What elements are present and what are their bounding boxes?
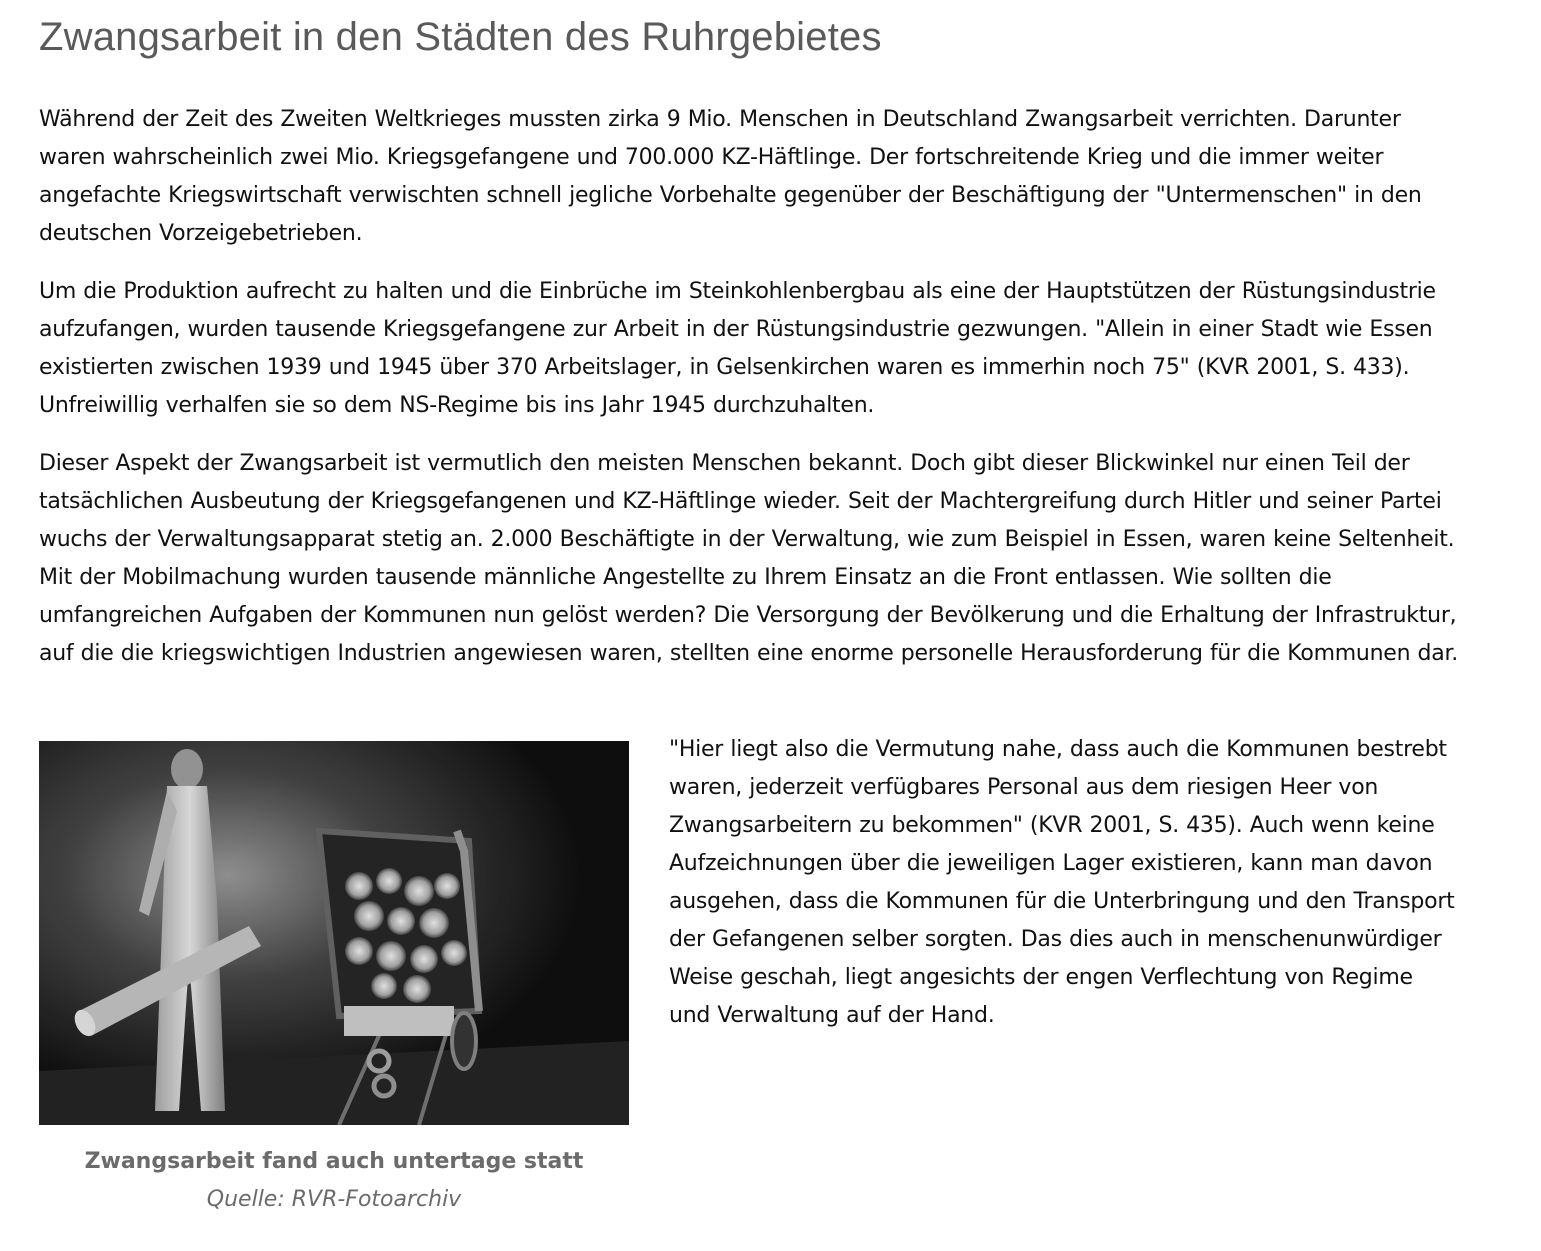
mine-worker-photo bbox=[39, 741, 629, 1125]
paragraph-4: "Hier liegt also die Vermutung nahe, dass auch die Kommunen bestrebt waren, jederzeit verfügbares Personal aus dem riesigen Heer von Zwangsarbeitern zu bekommen" (KVR 2001, S. 435). Auch wenn keine Aufzeichnungen über die jeweiligen Lager existieren, kann man davon ausgehen, dass die Kommunen für die Unterbringung und den Transport der Gefangenen selber sorgten. Das dies auch in menschenunwürdiger Weise geschah, liegt angesichts der engen Verflechtung von Regime und Verwaltung auf der Hand. bbox=[669, 737, 1455, 1028]
paragraph-2: Um die Produktion aufrecht zu halten und die Einbrüche im Steinkohlenbergbau als eine der Hauptstützen der Rüstungsindustrie aufzufangen, wurden tausende Kriegsgefangene zur Arbeit in der Rüstungsindustrie gezwungen. "Allein in einer Stadt wie Essen existierten zwischen 1939 und 1945 über 370 Arbeitslager, in Gelsenkirchen waren es immerhin noch 75" (KVR 2001, S. 433). Unfreiwillig verhalfen sie so dem NS-Regime bis ins Jahr 1945 durchzuhalten. bbox=[39, 279, 1436, 418]
figure-caption bbox=[39, 1143, 629, 1219]
page-title: Zwangsarbeit in den Städten des Ruhrgebietes bbox=[39, 15, 882, 59]
figure bbox=[39, 741, 629, 1219]
caption-source: Quelle: RVR-Fotoarchiv bbox=[206, 1187, 462, 1212]
paragraph-3: Dieser Aspekt der Zwangsarbeit ist vermutlich den meisten Menschen bekannt. Doch gibt dieser Blickwinkel nur einen Teil der tatsächlichen Ausbeutung der Kriegsgefangenen und KZ-Häftlinge wieder. Seit der Machtergreifung durch Hitler und seiner Partei wuchs der Verwaltungsapparat stetig an. 2.000 Beschäftigte in der Verwaltung, wie zum Beispiel in Essen, waren keine Seltenheit. Mit der Mobilmachung wurden tausende männliche Angestellte zu Ihrem Einsatz an die Front entlassen. Wie sollten die umfangreichen Aufgaben der Kommunen nun gelöst werden? Die Versorgung der Bevölkerung und die Erhaltung der Infrastruktur, auf die die kriegswichtigen Industrien angewiesen waren, stellten eine enorme personelle Herausforderung für die Kommunen dar. bbox=[39, 451, 1458, 666]
paragraph-1: Während der Zeit des Zweiten Weltkrieges mussten zirka 9 Mio. Menschen in Deutschland Zwangsarbeit verrichten. Darunter waren wahrscheinlich zwei Mio. Kriegsgefangene und 700.000 KZ-Häftlinge. Der fortschreitende Krieg und die immer weiter angefachte Kriegswirtschaft verwischten schnell jegliche Vorbehalte gegenüber der Beschäftigung der "Untermenschen" in den deutschen Vorzeigebetrieben. bbox=[39, 107, 1422, 246]
article bbox=[39, 0, 1459, 1212]
caption-title: Zwangsarbeit fand auch untertage statt bbox=[84, 1149, 584, 1174]
